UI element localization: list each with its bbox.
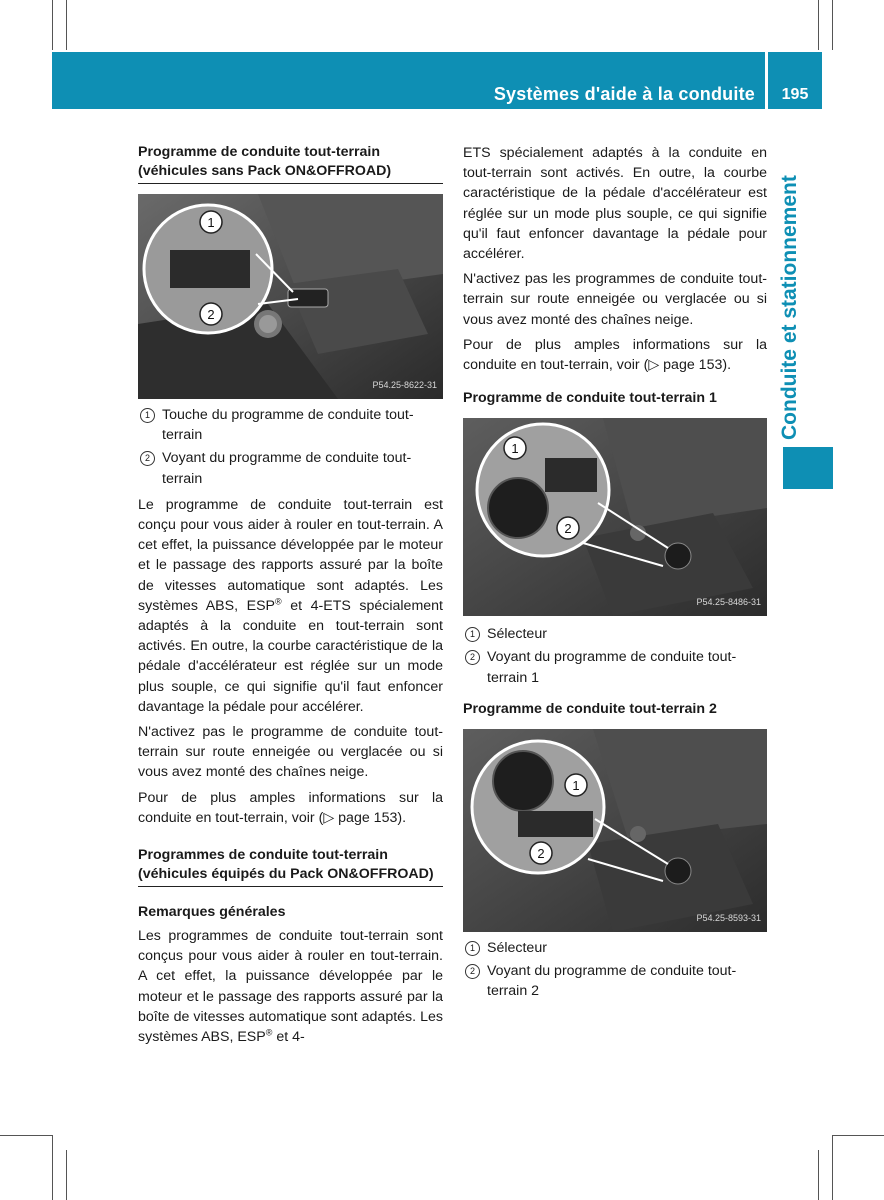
legend-number: 1: [140, 408, 155, 423]
callout-1: 1: [511, 441, 519, 457]
crop-mark: [52, 1135, 53, 1200]
side-tab-block: [783, 447, 833, 489]
image-code: P54.25-8622-31: [372, 379, 437, 390]
left-column: [138, 143, 443, 1052]
paragraph: [138, 926, 443, 1047]
crop-mark: [66, 1150, 67, 1200]
registered-mark: ®: [265, 1027, 273, 1038]
legend-item: [463, 647, 767, 687]
callout-1: 1: [207, 215, 215, 230]
legend-number: 2: [140, 451, 155, 466]
registered-mark: ®: [275, 596, 282, 607]
callout-2: 2: [564, 521, 572, 537]
paragraph: N'activez pas le programme de conduite tout-terrain sur route enneigée ou verglacée ou si vous avez monté des chaînes neige.: [138, 724, 443, 781]
callout-2: 2: [537, 845, 545, 861]
image-code: P54.25-8593-31: [696, 912, 761, 923]
crop-mark: [832, 1135, 884, 1136]
image-code: P54.25-8486-31: [696, 597, 761, 608]
legend-text: Voyant du programme de conduite tout-terrain 2: [487, 963, 737, 1000]
paragraph-text: et 4-: [272, 1029, 305, 1046]
console-photo: [138, 194, 443, 399]
legend-item: [463, 624, 767, 644]
crop-mark: [818, 1150, 819, 1200]
legend-text: Voyant du programme de conduite tout-terrain: [162, 450, 412, 487]
section-heading: Programmes de conduite tout-terrain (véhicules équipés du Pack ON&OFFROAD): [138, 846, 443, 887]
legend-number: 1: [465, 627, 480, 642]
crop-mark: [66, 0, 67, 50]
crop-mark: [818, 0, 819, 50]
crop-mark: [832, 0, 833, 50]
page-number-box: [768, 52, 822, 109]
right-column: [463, 143, 767, 1004]
legend-text: Sélecteur: [487, 626, 547, 643]
callout-2: 2: [207, 307, 215, 322]
paragraph: ETS spécialement adaptés à la conduite en tout-terrain sont activés. En outre, la courbe caractéristique de la pédale d'accélérateur est réglée sur un mode plus souple, ce qui signifie qu'il faut enfoncer davantage la pédale pour accélérer.: [463, 145, 767, 263]
legend-number: 2: [465, 964, 480, 979]
legend-number: 2: [465, 650, 480, 665]
header-title: Systèmes d'aide à la conduite: [493, 84, 755, 104]
paragraph-text: Le programme de conduite tout-terrain est conçu pour vous aider à rouler en tout-terrain. A cet effet, la puissance développée par le moteur et le passage des rapports assuré par la boîte de vitesses automatique sont adaptés. Les systèmes ABS, ESP: [138, 496, 443, 614]
paragraph-text: et 4-ETS spécialement adaptés à la conduite en tout-terrain sont activés. En outre, la courbe caractéristique de la pédale d'accélérateur est réglée sur un mode plus souple, ce qui signifie qu'il faut enfoncer davantage la pédale pour accélérer.: [138, 597, 443, 715]
legend-number: 1: [465, 941, 480, 956]
selector-photo: [463, 418, 767, 616]
legend-item: [463, 961, 767, 1001]
crop-mark: [0, 1135, 52, 1136]
side-tab-label: Conduite et stationnement: [778, 175, 801, 440]
header-bar: [52, 52, 765, 109]
crop-mark: [52, 0, 53, 50]
subheading: Remarques générales: [138, 904, 286, 921]
paragraph-text: Les programmes de conduite tout-terrain sont conçus pour vous aider à rouler en tout-terrain. A cet effet, la puissance développée par le moteur et le passage des rapports assuré par la boîte de vitesses automatique sont adaptés. Les systèmes ABS, ESP: [138, 928, 443, 1046]
section-heading: Programme de conduite tout-terrain 2: [463, 700, 717, 717]
page-number: 195: [781, 86, 809, 103]
paragraph: [138, 495, 443, 717]
legend-item: [138, 405, 443, 445]
section-heading: Programme de conduite tout-terrain (véhicules sans Pack ON&OFFROAD): [138, 143, 443, 184]
section-heading: Programme de conduite tout-terrain 1: [463, 390, 717, 407]
paragraph: N'activez pas les programmes de conduite tout-terrain sur route enneigée ou verglacée ou si vous avez monté des chaînes neige.: [463, 271, 767, 328]
callout-1: 1: [572, 777, 580, 793]
paragraph: Pour de plus amples informations sur la conduite en tout-terrain, voir (▷ page 153).: [138, 789, 443, 826]
selector-photo: [463, 729, 767, 932]
legend-text: Touche du programme de conduite tout-terrain: [162, 407, 414, 444]
paragraph: Pour de plus amples informations sur la conduite en tout-terrain, voir (▷ page 153).: [463, 336, 767, 374]
crop-mark: [832, 1135, 833, 1200]
legend-text: Voyant du programme de conduite tout-terrain 1: [487, 649, 737, 686]
legend-text: Sélecteur: [487, 939, 547, 956]
legend-item: [463, 938, 767, 958]
legend-item: [138, 448, 443, 488]
